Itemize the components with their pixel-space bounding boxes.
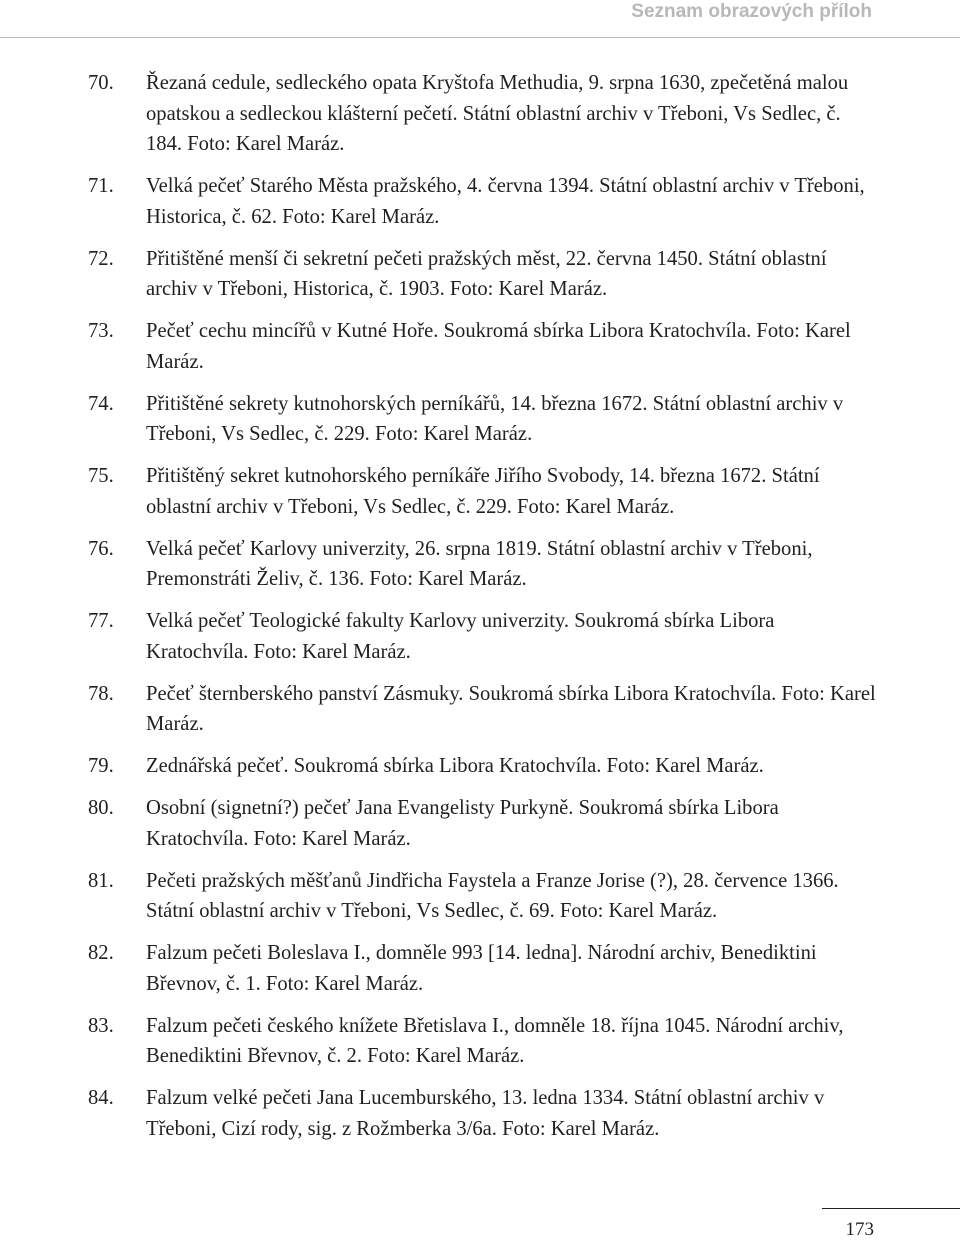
item-number: 78. bbox=[88, 682, 114, 705]
item-number: 83. bbox=[88, 1014, 114, 1037]
item-text: Velká pečeť Karlovy univerzity, 26. srpna 1819. Státní oblastní archiv v Třeboni, Premonstráti Želiv, č. 136. Foto: Karel Maráz. bbox=[146, 537, 813, 590]
item-number: 81. bbox=[88, 869, 114, 892]
item-number: 74. bbox=[88, 392, 114, 415]
item-number: 71. bbox=[88, 175, 114, 197]
list-item bbox=[88, 534, 878, 595]
list-item bbox=[88, 866, 878, 927]
page-number: 173 bbox=[845, 1219, 874, 1240]
list-item bbox=[88, 679, 878, 740]
item-number: 75. bbox=[88, 465, 114, 487]
item-text: Přitištěný sekret kutnohorského perníkáře Jiřího Svobody, 14. března 1672. Státní oblastní archiv v Třeboni, Vs Sedlec, č. 229. Foto: Karel Maráz. bbox=[146, 465, 820, 518]
item-text: Falzum pečeti Boleslava I., domněle 993 [14. ledna]. Národní archiv, Benediktini Břevnov, č. 1. Foto: Karel Maráz. bbox=[146, 942, 817, 995]
item-number: 80. bbox=[88, 797, 114, 819]
item-number: 79. bbox=[88, 755, 114, 777]
item-number: 73. bbox=[88, 320, 114, 342]
item-number: 77. bbox=[88, 610, 114, 632]
list-item bbox=[88, 461, 878, 522]
item-text: Pečeť šternberského panství Zásmuky. Soukromá sbírka Libora Kratochvíla. Foto: Karel Maráz. bbox=[146, 682, 876, 735]
item-text: Pečeti pražských měšťanů Jindřicha Faystela a Franze Jorise (?), 28. července 1366. Státní oblastní archiv v Třeboni, Vs Sedlec, č. 69. Foto: Karel Maráz. bbox=[146, 869, 839, 922]
list-item bbox=[88, 316, 878, 377]
list-item bbox=[88, 938, 878, 999]
item-text: Řezaná cedule, sedleckého opata Kryštofa Methudia, 9. srpna 1630, zpečetěná malou opatskou a sedleckou klášterní pečetí. Státní oblastní archiv v Třeboni, Vs Sedlec, č. 184. Foto: Karel Maráz. bbox=[146, 72, 849, 155]
item-text: Přitištěné sekrety kutnohorských perníkářů, 14. března 1672. Státní oblastní archiv v Třeboni, Vs Sedlec, č. 229. Foto: Karel Maráz. bbox=[146, 392, 844, 445]
item-text: Přitištěné menší či sekretní pečeti pražských měst, 22. června 1450. Státní oblastní archiv v Třeboni, Historica, č. 1903. Foto: Karel Maráz. bbox=[146, 247, 827, 300]
header-rule bbox=[0, 37, 960, 38]
item-number: 70. bbox=[88, 72, 114, 94]
list-item bbox=[88, 751, 878, 782]
item-number: 72. bbox=[88, 247, 114, 270]
item-number: 82. bbox=[88, 942, 114, 964]
running-header: Seznam obrazových příloh bbox=[631, 1, 872, 22]
item-text: Falzum velké pečeti Jana Lucemburského, 13. ledna 1334. Státní oblastní archiv v Třeboni, Cizí rody, sig. z Rožmberka 3/6a. Foto: Karel Maráz. bbox=[146, 1087, 825, 1140]
item-number: 84. bbox=[88, 1087, 114, 1109]
list-item bbox=[88, 171, 878, 232]
footer-rule bbox=[822, 1208, 960, 1209]
item-text: Velká pečeť Starého Města pražského, 4. června 1394. Státní oblastní archiv v Třeboni, Historica, č. 62. Foto: Karel Maráz. bbox=[146, 175, 865, 228]
item-text: Osobní (signetní?) pečeť Jana Evangelisty Purkyně. Soukromá sbírka Libora Kratochvíla. Foto: Karel Maráz. bbox=[146, 797, 779, 850]
list-item bbox=[88, 244, 878, 305]
list-item bbox=[88, 68, 878, 160]
list-item bbox=[88, 793, 878, 854]
list-item bbox=[88, 1083, 878, 1144]
item-number: 76. bbox=[88, 537, 114, 560]
list-item bbox=[88, 1011, 878, 1072]
item-text: Velká pečeť Teologické fakulty Karlovy univerzity. Soukromá sbírka Libora Kratochvíla. Foto: Karel Maráz. bbox=[146, 610, 775, 663]
list-item bbox=[88, 389, 878, 450]
item-text: Falzum pečeti českého knížete Břetislava I., domněle 18. října 1045. Národní archiv, Benediktini Břevnov, č. 2. Foto: Karel Maráz. bbox=[146, 1014, 844, 1067]
figure-list bbox=[88, 68, 878, 1156]
item-text: Pečeť cechu mincířů v Kutné Hoře. Soukromá sbírka Libora Kratochvíla. Foto: Karel Maráz. bbox=[146, 320, 851, 373]
item-text: Zednářská pečeť. Soukromá sbírka Libora Kratochvíla. Foto: Karel Maráz. bbox=[146, 755, 764, 777]
list-item bbox=[88, 606, 878, 667]
